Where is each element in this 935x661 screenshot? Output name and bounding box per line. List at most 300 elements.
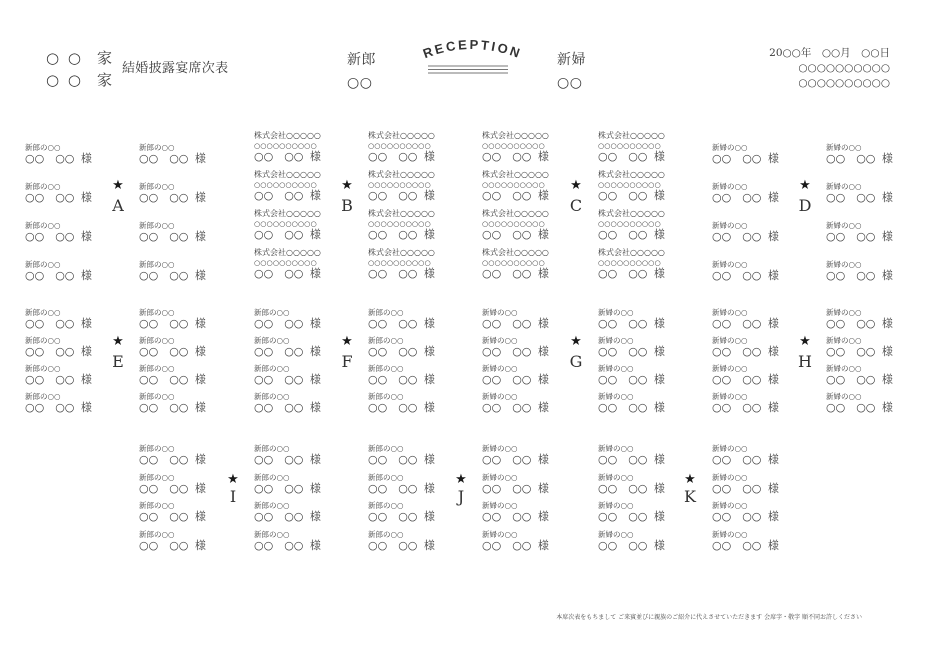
guest-relation: 新郎の○○: [368, 501, 404, 510]
guest-seat: [139, 473, 206, 494]
guest-name: ○○ ○○ 様: [254, 453, 321, 466]
guest-relation: 新郎の○○: [139, 392, 175, 401]
guest-name: ○○ ○○ 様: [25, 345, 92, 358]
guest-seat: [598, 501, 665, 522]
table-label: J: [457, 487, 465, 506]
guest-relation: 新婦の○○: [598, 308, 634, 317]
guest-position: ○○○○○○○○○○: [598, 219, 661, 228]
guest-seat: [254, 336, 321, 357]
guest-relation: 新郎の○○: [139, 364, 175, 373]
guest-seat: [598, 336, 665, 357]
guest-seat: [139, 501, 206, 522]
guest-seat: [598, 308, 665, 329]
guest-relation: 新婦の○○: [712, 308, 748, 317]
guest-relation: 新婦の○○: [712, 473, 748, 482]
guest-name: ○○ ○○ 様: [482, 189, 549, 202]
guest-relation: 新郎の○○: [368, 308, 404, 317]
guest-seat: [826, 143, 893, 164]
guest-name: ○○ ○○ 様: [598, 317, 665, 330]
guest-seat: [712, 473, 779, 494]
guest-relation: 新婦の○○: [598, 444, 634, 453]
guest-name: ○○ ○○ 様: [368, 267, 435, 280]
guest-seat: [368, 392, 435, 413]
guest-relation: 新郎の○○: [25, 143, 61, 152]
family-line: [46, 71, 118, 89]
guest-name: ○○ ○○ 様: [482, 401, 549, 414]
guest-name: ○○ ○○ 様: [482, 539, 549, 552]
guest-seat: [139, 143, 206, 164]
guest-company: 株式会社○○○○○: [598, 248, 665, 257]
guest-relation: 新郎の○○: [254, 308, 290, 317]
guest-seat: [712, 501, 779, 522]
guest-name: ○○ ○○ 様: [368, 189, 435, 202]
guest-name: ○○ ○○ 様: [254, 150, 321, 163]
guest-position: ○○○○○○○○○○: [482, 219, 545, 228]
star-icon: ★: [112, 334, 124, 349]
guest-position: ○○○○○○○○○○: [368, 219, 431, 228]
guest-company: 株式会社○○○○○: [254, 170, 321, 179]
table-label: B: [341, 196, 353, 215]
table-label: E: [112, 352, 124, 371]
guest-seat: [826, 260, 893, 281]
guest-relation: 新郎の○○: [139, 473, 175, 482]
guest-relation: 新郎の○○: [25, 221, 61, 230]
family-suffix: 家: [97, 49, 113, 67]
guest-company: 株式会社○○○○○: [254, 131, 321, 140]
guest-name: ○○ ○○ 様: [598, 401, 665, 414]
guest-name: ○○ ○○ 様: [598, 189, 665, 202]
family-surname: ○ ○: [46, 49, 83, 67]
guest-name: ○○ ○○ 様: [139, 317, 206, 330]
guest-seat: [139, 444, 206, 465]
guest-relation: 新郎の○○: [254, 501, 290, 510]
guest-name: ○○ ○○ 様: [368, 539, 435, 552]
guest-seat: [25, 143, 92, 164]
guest-company: 株式会社○○○○○: [254, 209, 321, 218]
guest-relation: 新婦の○○: [712, 501, 748, 510]
guest-company: 株式会社○○○○○: [482, 209, 549, 218]
family-line: [46, 49, 118, 67]
guest-relation: 新郎の○○: [139, 530, 175, 539]
guest-position: ○○○○○○○○○○: [254, 180, 317, 189]
guest-relation: 新郎の○○: [25, 182, 61, 191]
guest-relation: 新婦の○○: [712, 182, 748, 191]
guest-position: ○○○○○○○○○○: [598, 180, 661, 189]
guest-relation: 新婦の○○: [712, 392, 748, 401]
guest-seat: [25, 364, 92, 385]
guest-name: ○○ ○○ 様: [712, 152, 779, 165]
guest-relation: 新婦の○○: [826, 308, 862, 317]
groom-label: 新郎: [347, 52, 376, 68]
guest-position: ○○○○○○○○○○: [482, 180, 545, 189]
guest-name: ○○ ○○ 様: [139, 373, 206, 386]
guest-relation: 新婦の○○: [712, 364, 748, 373]
guest-company: 株式会社○○○○○: [368, 170, 435, 179]
guest-name: ○○ ○○ 様: [598, 482, 665, 495]
guest-seat-company: [598, 131, 665, 162]
guest-name: ○○ ○○ 様: [139, 401, 206, 414]
guest-name: ○○ ○○ 様: [25, 401, 92, 414]
guest-name: ○○ ○○ 様: [598, 267, 665, 280]
guest-relation: 新婦の○○: [598, 473, 634, 482]
guest-name: ○○ ○○ 様: [598, 150, 665, 163]
guest-name: ○○ ○○ 様: [712, 482, 779, 495]
guest-relation: 新郎の○○: [254, 364, 290, 373]
guest-name: ○○ ○○ 様: [826, 269, 893, 282]
guest-seat-company: [368, 131, 435, 162]
guest-name: ○○ ○○ 様: [712, 453, 779, 466]
guest-relation: 新郎の○○: [139, 444, 175, 453]
guest-name: ○○ ○○ 様: [254, 373, 321, 386]
guest-company: 株式会社○○○○○: [254, 248, 321, 257]
guest-relation: 新郎の○○: [25, 260, 61, 269]
guest-name: ○○ ○○ 様: [482, 373, 549, 386]
guest-name: ○○ ○○ 様: [25, 317, 92, 330]
guest-name: ○○ ○○ 様: [598, 228, 665, 241]
guest-company: 株式会社○○○○○: [482, 170, 549, 179]
guest-name: ○○ ○○ 様: [482, 482, 549, 495]
guest-seat: [25, 392, 92, 413]
guest-seat: [826, 221, 893, 242]
guest-seat: [139, 308, 206, 329]
table-label: G: [569, 352, 583, 371]
guest-relation: 新婦の○○: [598, 392, 634, 401]
table-label: D: [798, 196, 812, 215]
guest-relation: 新婦の○○: [482, 444, 518, 453]
guest-seat: [482, 364, 549, 385]
guest-relation: 新婦の○○: [598, 364, 634, 373]
guest-relation: 新婦の○○: [826, 336, 862, 345]
guest-relation: 新郎の○○: [368, 444, 404, 453]
table-label: I: [229, 487, 237, 506]
bride-name: ○○: [557, 75, 583, 91]
guest-seat: [712, 530, 779, 551]
guest-position: ○○○○○○○○○○: [482, 258, 545, 267]
guest-relation: 新郎の○○: [25, 364, 61, 373]
guest-name: ○○ ○○ 様: [826, 373, 893, 386]
guest-seat: [598, 473, 665, 494]
guest-relation: 新郎の○○: [368, 473, 404, 482]
guest-relation: 新婦の○○: [712, 221, 748, 230]
guest-position: ○○○○○○○○○○: [254, 141, 317, 150]
table-label: K: [684, 487, 696, 506]
guest-name: ○○ ○○ 様: [712, 317, 779, 330]
venue-line: ○○○○○○○○○○: [798, 77, 890, 89]
guest-seat: [254, 364, 321, 385]
star-icon: ★: [455, 472, 467, 487]
guest-position: ○○○○○○○○○○: [368, 180, 431, 189]
guest-seat: [712, 444, 779, 465]
guest-seat-company: [482, 209, 549, 240]
guest-position: ○○○○○○○○○○: [254, 219, 317, 228]
guest-relation: 新郎の○○: [254, 336, 290, 345]
guest-name: ○○ ○○ 様: [826, 191, 893, 204]
guest-seat: [482, 336, 549, 357]
guest-seat: [482, 473, 549, 494]
guest-seat: [368, 336, 435, 357]
guest-relation: 新婦の○○: [598, 501, 634, 510]
guest-seat: [826, 336, 893, 357]
guest-name: ○○ ○○ 様: [598, 345, 665, 358]
guest-name: ○○ ○○ 様: [139, 453, 206, 466]
guest-seat: [25, 182, 92, 203]
guest-name: ○○ ○○ 様: [712, 269, 779, 282]
guest-relation: 新婦の○○: [712, 530, 748, 539]
guest-seat: [25, 308, 92, 329]
guest-name: ○○ ○○ 様: [368, 401, 435, 414]
guest-name: ○○ ○○ 様: [826, 317, 893, 330]
guest-seat: [826, 308, 893, 329]
guest-seat-company: [254, 170, 321, 201]
bride-label: 新婦: [557, 52, 586, 68]
guest-relation: 新婦の○○: [826, 143, 862, 152]
guest-relation: 新郎の○○: [254, 530, 290, 539]
guest-company: 株式会社○○○○○: [368, 248, 435, 257]
guest-relation: 新郎の○○: [139, 336, 175, 345]
guest-seat: [139, 221, 206, 242]
guest-seat: [368, 501, 435, 522]
guest-seat: [368, 473, 435, 494]
guest-relation: 新婦の○○: [598, 530, 634, 539]
guest-relation: 新郎の○○: [368, 336, 404, 345]
guest-name: ○○ ○○ 様: [598, 539, 665, 552]
guest-seat: [482, 530, 549, 551]
guest-name: ○○ ○○ 様: [826, 401, 893, 414]
guest-company: 株式会社○○○○○: [368, 209, 435, 218]
guest-name: ○○ ○○ 様: [482, 317, 549, 330]
guest-company: 株式会社○○○○○: [598, 170, 665, 179]
guest-seat: [712, 260, 779, 281]
guest-relation: 新婦の○○: [826, 364, 862, 373]
guest-seat: [139, 530, 206, 551]
guest-seat: [368, 444, 435, 465]
reception-text: RECEPTION: [420, 36, 524, 62]
guest-name: ○○ ○○ 様: [712, 230, 779, 243]
guest-name: ○○ ○○ 様: [254, 401, 321, 414]
guest-seat: [254, 473, 321, 494]
table-label: C: [569, 196, 583, 215]
guest-seat: [712, 182, 779, 203]
guest-name: ○○ ○○ 様: [368, 345, 435, 358]
guest-seat-company: [598, 170, 665, 201]
table-label: F: [341, 352, 353, 371]
guest-name: ○○ ○○ 様: [598, 453, 665, 466]
guest-relation: 新婦の○○: [598, 336, 634, 345]
family-surname: ○ ○: [46, 71, 83, 89]
guest-name: ○○ ○○ 様: [254, 345, 321, 358]
guest-relation: 新郎の○○: [368, 392, 404, 401]
guest-name: ○○ ○○ 様: [139, 191, 206, 204]
table-label: H: [798, 352, 812, 371]
guest-name: ○○ ○○ 様: [826, 152, 893, 165]
family-suffix: 家: [97, 71, 113, 89]
star-icon: ★: [341, 334, 353, 349]
guest-relation: 新婦の○○: [712, 260, 748, 269]
guest-seat: [254, 501, 321, 522]
guest-name: ○○ ○○ 様: [368, 150, 435, 163]
guest-name: ○○ ○○ 様: [826, 230, 893, 243]
guest-relation: 新婦の○○: [712, 143, 748, 152]
guest-name: ○○ ○○ 様: [139, 482, 206, 495]
guest-name: ○○ ○○ 様: [826, 345, 893, 358]
guest-relation: 新郎の○○: [139, 182, 175, 191]
star-icon: ★: [570, 334, 582, 349]
guest-seat: [368, 364, 435, 385]
guest-relation: 新婦の○○: [482, 392, 518, 401]
guest-relation: 新婦の○○: [826, 260, 862, 269]
guest-seat: [712, 364, 779, 385]
guest-seat: [482, 501, 549, 522]
guest-seat: [139, 336, 206, 357]
star-icon: ★: [684, 472, 696, 487]
guest-seat: [712, 392, 779, 413]
guest-name: ○○ ○○ 様: [482, 150, 549, 163]
footer-note: 本席次表をもちまして ご来賓並びに親族のご紹介に代えさせていただきます 会席字・敬字 順不同お許しください: [556, 614, 862, 621]
guest-name: ○○ ○○ 様: [368, 373, 435, 386]
guest-seat: [254, 530, 321, 551]
guest-seat-company: [482, 170, 549, 201]
guest-seat-company: [254, 131, 321, 162]
guest-name: ○○ ○○ 様: [712, 191, 779, 204]
guest-name: ○○ ○○ 様: [712, 539, 779, 552]
guest-seat: [598, 392, 665, 413]
guest-name: ○○ ○○ 様: [598, 510, 665, 523]
guest-seat: [254, 308, 321, 329]
table-label: A: [112, 196, 124, 215]
guest-name: ○○ ○○ 様: [368, 510, 435, 523]
guest-name: ○○ ○○ 様: [712, 510, 779, 523]
guest-company: 株式会社○○○○○: [368, 131, 435, 140]
guest-company: 株式会社○○○○○: [598, 209, 665, 218]
guest-company: 株式会社○○○○○: [482, 248, 549, 257]
guest-relation: 新郎の○○: [25, 308, 61, 317]
guest-seat: [25, 336, 92, 357]
guest-name: ○○ ○○ 様: [139, 269, 206, 282]
guest-seat: [139, 392, 206, 413]
guest-name: ○○ ○○ 様: [254, 228, 321, 241]
guest-name: ○○ ○○ 様: [254, 267, 321, 280]
guest-relation: 新郎の○○: [254, 444, 290, 453]
reception-logo: [415, 26, 530, 78]
guest-seat: [712, 336, 779, 357]
guest-seat-company: [482, 248, 549, 279]
guest-seat: [482, 444, 549, 465]
guest-name: ○○ ○○ 様: [139, 539, 206, 552]
guest-name: ○○ ○○ 様: [482, 510, 549, 523]
guest-name: ○○ ○○ 様: [482, 345, 549, 358]
guest-position: ○○○○○○○○○○: [598, 141, 661, 150]
guest-relation: 新婦の○○: [482, 336, 518, 345]
guest-name: ○○ ○○ 様: [368, 482, 435, 495]
guest-seat: [139, 260, 206, 281]
guest-seat-company: [368, 248, 435, 279]
guest-relation: 新郎の○○: [254, 473, 290, 482]
star-icon: ★: [570, 178, 582, 193]
guest-company: 株式会社○○○○○: [482, 131, 549, 140]
guest-relation: 新婦の○○: [482, 501, 518, 510]
guest-position: ○○○○○○○○○○: [482, 141, 545, 150]
guest-relation: 新婦の○○: [826, 221, 862, 230]
guest-seat: [712, 143, 779, 164]
guest-name: ○○ ○○ 様: [25, 191, 92, 204]
guest-position: ○○○○○○○○○○: [598, 258, 661, 267]
guest-name: ○○ ○○ 様: [139, 345, 206, 358]
guest-seat: [368, 530, 435, 551]
guest-relation: 新婦の○○: [712, 336, 748, 345]
guest-seat-company: [254, 248, 321, 279]
guest-relation: 新婦の○○: [482, 308, 518, 317]
guest-relation: 新郎の○○: [25, 336, 61, 345]
star-icon: ★: [112, 178, 124, 193]
guest-seat: [254, 444, 321, 465]
guest-name: ○○ ○○ 様: [139, 152, 206, 165]
guest-seat: [139, 364, 206, 385]
guest-position: ○○○○○○○○○○: [368, 141, 431, 150]
guest-name: ○○ ○○ 様: [25, 373, 92, 386]
guest-name: ○○ ○○ 様: [368, 228, 435, 241]
guest-relation: 新婦の○○: [482, 364, 518, 373]
guest-name: ○○ ○○ 様: [25, 269, 92, 282]
guest-name: ○○ ○○ 様: [598, 373, 665, 386]
guest-name: ○○ ○○ 様: [368, 453, 435, 466]
guest-relation: 新郎の○○: [139, 501, 175, 510]
guest-seat: [139, 182, 206, 203]
guest-relation: 新婦の○○: [482, 530, 518, 539]
guest-seat-company: [598, 209, 665, 240]
guest-seat: [598, 364, 665, 385]
guest-seat: [25, 260, 92, 281]
guest-name: ○○ ○○ 様: [712, 401, 779, 414]
reception-heading: [421, 37, 524, 61]
guest-seat: [598, 530, 665, 551]
guest-name: ○○ ○○ 様: [254, 510, 321, 523]
guest-seat-company: [368, 209, 435, 240]
guest-seat: [25, 221, 92, 242]
star-icon: ★: [799, 178, 811, 193]
guest-position: ○○○○○○○○○○: [368, 258, 431, 267]
guest-relation: 新郎の○○: [139, 143, 175, 152]
guest-name: ○○ ○○ 様: [254, 482, 321, 495]
event-date: 20○○年 ○○月 ○○日: [769, 47, 890, 59]
guest-seat: [482, 308, 549, 329]
guest-name: ○○ ○○ 様: [482, 453, 549, 466]
guest-name: ○○ ○○ 様: [368, 317, 435, 330]
star-icon: ★: [227, 472, 239, 487]
guest-relation: 新婦の○○: [482, 473, 518, 482]
guest-seat-company: [598, 248, 665, 279]
guest-relation: 新郎の○○: [139, 308, 175, 317]
guest-relation: 新郎の○○: [25, 392, 61, 401]
guest-seat-company: [482, 131, 549, 162]
guest-relation: 新郎の○○: [139, 221, 175, 230]
star-icon: ★: [341, 178, 353, 193]
guest-seat: [482, 392, 549, 413]
guest-seat: [826, 364, 893, 385]
guest-relation: 新婦の○○: [712, 444, 748, 453]
document-title: 結婚披露宴席次表: [122, 61, 229, 76]
star-icon: ★: [799, 334, 811, 349]
guest-seat: [368, 308, 435, 329]
guest-relation: 新郎の○○: [139, 260, 175, 269]
guest-name: ○○ ○○ 様: [712, 345, 779, 358]
guest-position: ○○○○○○○○○○: [254, 258, 317, 267]
guest-name: ○○ ○○ 様: [254, 539, 321, 552]
guest-seat: [254, 392, 321, 413]
guest-name: ○○ ○○ 様: [25, 230, 92, 243]
guest-name: ○○ ○○ 様: [712, 373, 779, 386]
guest-relation: 新婦の○○: [826, 392, 862, 401]
guest-seat-company: [368, 170, 435, 201]
